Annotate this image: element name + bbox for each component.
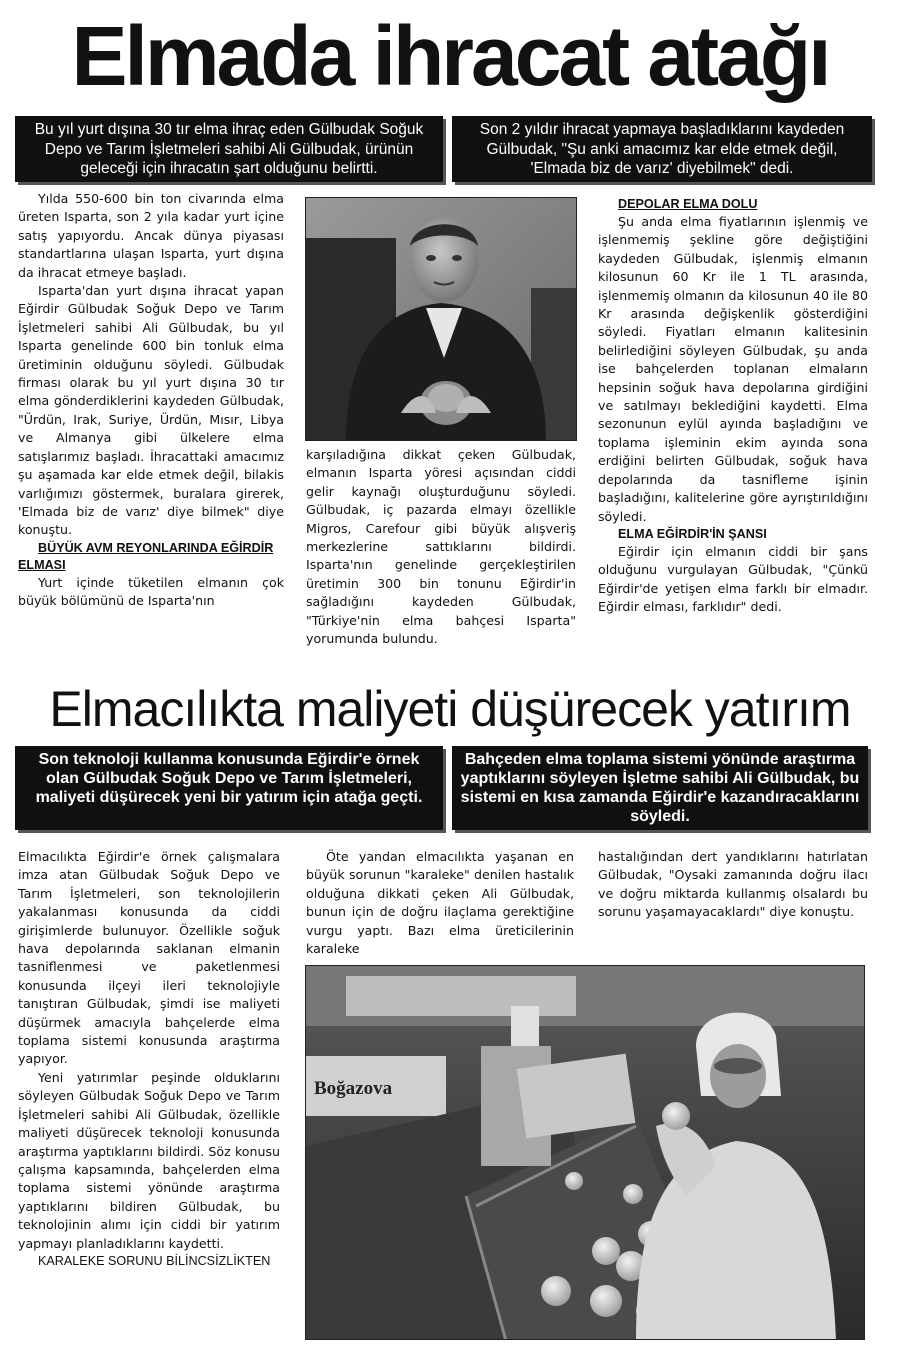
- article1-column-3: [598, 196, 868, 617]
- paragraph: hastalığından dert yandıklarını hatırlatan Gülbudak, "Oysaki zamanında doğru ilacı ve doğru miktarda kullanmış olsalardı bu sorunu yaşamayacaklardı" diye konuştu.: [598, 849, 868, 920]
- article1-column-2: [306, 446, 576, 648]
- article2-deck-right: Bahçeden elma toplama sistemi yönünde araştırma yaptıklarını söyleyen İşletme sahibi Ali Gülbudak, bu sistemi en kısa zamanda Eğirdir'e kazandıracaklarını söyledi.: [452, 746, 868, 830]
- subheading: DEPOLAR ELMA DOLU: [618, 197, 758, 211]
- article1-deck-right: Son 2 yıldır ihracat yapmaya başladıklarını kaydeden Gülbudak, "Şu anki amacımız kar elde etmek değil, 'Elmada biz de varız' diyebilmek" dedi.: [452, 116, 872, 182]
- paragraph: Şu anda elma fiyatlarının işlenmiş ve işlenmemiş şekline göre değiştiğini kaydeden Gülbudak, işlenmiş elmanın kilosunun 60 Kr ile 1 TL arasında, işlenmemiş olmanın da kilosunun 40 ile 80 Kr arasında değişkenlik gösterdiğini söyledi. Fiyatları elmanın kalitesinin belirlediğini söyleyen Gülbudak, şu anda ise bahçelerden toplanan elmaların hepsinin soğuk hava depolarına girdiğini ve satılmayı beklediğini kaydetti. Elma sezonunun eylül ayında başladığını ve toplama işleminin ekim ayında sona erdiğini belirten Gülbudak, soğuk hava depolarında da tasnifleme işinin başladığını, kalitelerine göre ayrıştırıldığını söyledi.: [598, 214, 868, 524]
- box-label: Boğazova: [314, 1078, 393, 1099]
- article1-headline: Elmada ihracat atağı: [71, 9, 829, 103]
- article2-column-3: [598, 848, 868, 922]
- article2-headline: Elmacılıkta maliyeti düşürecek yatırım: [49, 681, 851, 737]
- portrait-photo-illustration: [306, 198, 577, 441]
- paragraph: Isparta'dan yurt dışına ihracat yapan Eğirdir Gülbudak Soğuk Depo ve Tarım İşletmeleri sahibi Ali Gülbudak, bu yıl Isparta genelinde 600 bin tonluk elma üretiminin olduğunu söyledi. Gülbudak firması olarak bu yıl yurt dışına 30 tır elma gönderdiklerini kaydeden Gülbudak, "Ürdün, Irak, Suriye, Ürdün, Mısır, Libya ve Almanya gibi ülkelere elma satışlarımız başladı. İhracattaki amacımız şu aşamada kar elde etmek değil, bilakis varlığımızı göstermek, buralara girerek, 'Elmada biz de varız' diye bilmek" diye konuştu.: [18, 283, 284, 538]
- factory-photo: [305, 965, 865, 1340]
- article2-column-2: [306, 848, 574, 958]
- factory-photo-illustration: [306, 966, 865, 1340]
- subheading: BÜYÜK AVM REYONLARINDA EĞİRDİR ELMASI: [18, 540, 274, 572]
- article2-column-1: [18, 848, 280, 1270]
- article2-deck-left: Son teknoloji kullanma konusunda Eğirdir'e örnek olan Gülbudak Soğuk Depo ve Tarım İşletmeleri, maliyeti düşürecek yeni bir yatırım için atağa geçti.: [15, 746, 443, 830]
- paragraph: Yeni yatırımlar peşinde olduklarını söyleyen Gülbudak Soğuk Depo ve Tarım İşletmeleri sahibi Ali Gülbudak, özellikle maliyeti düşürecek teknoloji konusunda araştırma yaptıklarını bildirdi. Söz konusu çalışma kapsamında, bahçelerden elma toplama sistemi yönünde araştırma yaptıklarını bildiren Gülbudak, bu teknolojinin alımı için ciddi bir yatırım yapmayı planladıklarını kaydetti.: [18, 1069, 280, 1251]
- subheading: KARALEKE SORUNU BİLİNCSİZLİKTEN: [38, 1253, 271, 1268]
- subheading: ELMA EĞİRDİR'İN ŞANSI: [618, 526, 767, 541]
- paragraph: Elmacılıkta Eğirdir'e örnek çalışmalara imza atan Gülbudak Soğuk Depo ve Tarım İşletmeleri, son teknolojilerin yakalanması konusunda da ciddi girişimlerde bulunuyor. Özellikle soğuk hava depolarında saklanan elmanin tasniflenmesi ve paketlenmesi konusunda ilçeyi ileri teknolojiyle tanıştıran Gülbudak, şimdi ise maliyeti düşürmek amacıyla bahçelerde elma toplama sistemi konusunda araştırma yapıyor.: [18, 849, 280, 1067]
- paragraph: Eğirdir için elmanın ciddi bir şans olduğunu vurgulayan Gülbudak, "Çünkü Eğirdir'de yetişen elma farklı bir elmadır. Eğirdir elması, farklıdır" dedi.: [598, 543, 868, 615]
- portrait-photo: [305, 197, 577, 441]
- article1-deck-left: Bu yıl yurt dışına 30 tır elma ihraç eden Gülbudak Soğuk Depo ve Tarım İşletmeleri sahibi Ali Gülbudak, ürünün geleceği için ihracatın şart olduğunu belirtti.: [15, 116, 443, 182]
- paragraph: karşıladığına dikkat çeken Gülbudak, elmanın Isparta yöresi açısından ciddi gelir kaynağı oluşturduğunu söyledi. Gülbudak, iç pazarda elmayı özellikle Migros, Carefour gibi büyük alışveriş merkezlerine sattıklarını bildirdi. Isparta'nın genelinde gerçekleştirilen üretimin 300 bin tonunu Eğirdir'in sağladığını kaydeden Gülbudak, "Türkiye'nin elma bahçesi Isparta" yorumunda bulundu.: [306, 447, 576, 647]
- paragraph: Öte yandan elmacılıkta yaşanan en büyük sorunun "karaleke" denilen hastalık olduğuna dikkati çeken Ali Gülbudak, bunun için de doğru ilaçlama gerektiğine vurgu yaptı. Bazı elma üreticilerinin karaleke: [306, 849, 574, 957]
- paragraph: Yılda 550-600 bin ton civarında elma üreten Isparta, son 2 yıla kadar yurt içine satış yapıyordu. Ancak dünya piyasası standartlarına ulaşan Isparta, yurt dışına da ihracat etmeye başladı.: [18, 191, 284, 280]
- paragraph: Yurt içinde tüketilen elmanın çok büyük bölümünü de Isparta'nın: [18, 574, 284, 609]
- article1-column-1: [18, 190, 284, 611]
